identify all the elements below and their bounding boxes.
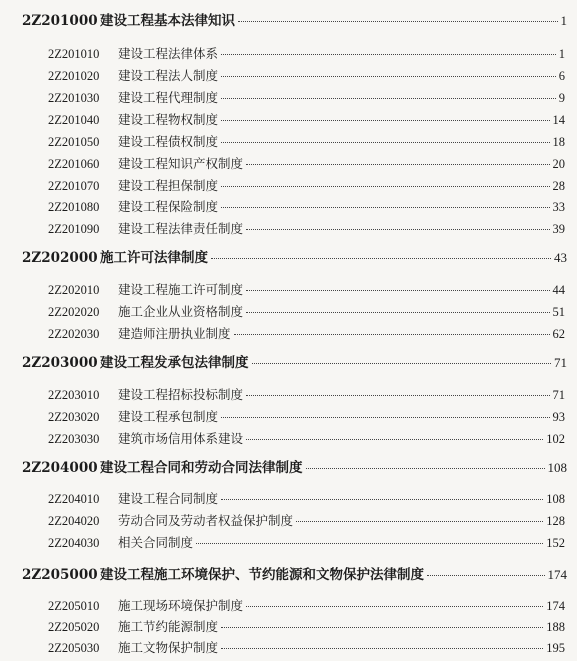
section-code: 2Z204030 — [48, 536, 100, 550]
toc-section-entry[interactable] — [48, 533, 565, 551]
section-title: 建设工程法律体系 — [118, 46, 219, 61]
dot-leader — [221, 142, 549, 143]
section-code: 2Z201040 — [48, 113, 100, 127]
toc-section-entry[interactable] — [48, 596, 565, 614]
dot-leader — [211, 258, 551, 259]
toc-section-entry[interactable] — [48, 407, 565, 425]
section-code: 2Z205010 — [48, 599, 100, 613]
section-code: 2Z203010 — [48, 388, 100, 402]
page-number: 71 — [552, 388, 565, 402]
section-title: 建设工程物权制度 — [118, 112, 219, 127]
dot-leader — [221, 98, 556, 99]
section-title: 建设工程招标投标制度 — [118, 387, 244, 402]
section-title: 劳动合同及劳动者权益保护制度 — [118, 513, 294, 528]
toc-section-entry[interactable] — [48, 617, 565, 635]
chapter-title: 建设工程施工环境保护、节约能源和文物保护法律制度 — [100, 567, 424, 583]
dot-leader — [238, 21, 558, 22]
section-title: 建设工程承包制度 — [118, 409, 219, 424]
page-number: 44 — [552, 283, 565, 297]
page-number: 108 — [546, 492, 565, 506]
toc-chapter-entry[interactable] — [22, 246, 567, 266]
dot-leader — [246, 395, 549, 396]
dot-leader — [221, 186, 549, 187]
dot-leader — [246, 164, 549, 165]
section-title: 建设工程知识产权制度 — [118, 156, 244, 171]
section-title: 建设工程施工许可制度 — [118, 282, 244, 297]
toc-section-entry[interactable] — [48, 132, 565, 150]
section-title: 建设工程担保制度 — [118, 178, 219, 193]
section-code: 2Z205020 — [48, 620, 100, 634]
toc-section-entry[interactable] — [48, 176, 565, 194]
toc-chapter-entry[interactable] — [22, 351, 567, 371]
chapter-title: 施工许可法律制度 — [100, 250, 208, 266]
section-title: 建造师注册执业制度 — [118, 326, 231, 341]
dot-leader — [221, 627, 543, 628]
dot-leader — [221, 207, 549, 208]
toc-section-entry[interactable] — [48, 429, 565, 447]
section-code: 2Z202020 — [48, 305, 100, 319]
section-title: 建设工程法人制度 — [118, 68, 219, 83]
page-number: 43 — [554, 250, 567, 265]
section-title: 建设工程法律责任制度 — [118, 221, 244, 236]
page-number: 102 — [546, 432, 565, 446]
page-number: 188 — [546, 620, 565, 634]
page-number: 6 — [558, 69, 565, 83]
chapter-code: 2Z205000 — [22, 567, 98, 583]
page-number: 152 — [546, 536, 565, 550]
dot-leader — [246, 229, 549, 230]
page-number: 93 — [552, 410, 565, 424]
dot-leader — [296, 521, 543, 522]
dot-leader — [221, 76, 556, 77]
section-code: 2Z202030 — [48, 327, 100, 341]
toc-section-entry[interactable] — [48, 219, 565, 237]
chapter-code: 2Z203000 — [22, 355, 98, 371]
toc-section-entry[interactable] — [48, 66, 565, 84]
section-code: 2Z205030 — [48, 641, 100, 655]
toc-section-entry[interactable] — [48, 88, 565, 106]
chapter-code: 2Z204000 — [22, 460, 98, 476]
dot-leader — [306, 468, 545, 469]
section-code: 2Z204010 — [48, 492, 100, 506]
toc-section-entry[interactable] — [48, 638, 565, 656]
section-title: 施工现场环境保护制度 — [118, 598, 244, 613]
dot-leader — [246, 606, 543, 607]
dot-leader — [252, 363, 552, 364]
toc-section-entry[interactable] — [48, 44, 565, 62]
toc-chapter-entry[interactable] — [22, 456, 567, 476]
page-number: 195 — [546, 641, 565, 655]
toc-section-entry[interactable] — [48, 197, 565, 215]
page-number: 33 — [552, 200, 565, 214]
dot-leader — [246, 439, 543, 440]
section-code: 2Z204020 — [48, 514, 100, 528]
page-number: 20 — [552, 157, 565, 171]
dot-leader — [246, 290, 549, 291]
dot-leader — [221, 120, 549, 121]
section-code: 2Z201060 — [48, 157, 100, 171]
dot-leader — [427, 575, 545, 576]
toc-chapter-entry[interactable] — [22, 9, 567, 29]
dot-leader — [246, 312, 549, 313]
section-code: 2Z203020 — [48, 410, 100, 424]
section-code: 2Z202010 — [48, 283, 100, 297]
chapter-code: 2Z201000 — [22, 13, 98, 29]
section-title: 施工文物保护制度 — [118, 640, 219, 655]
chapter-title: 建设工程合同和劳动合同法律制度 — [100, 460, 303, 476]
section-title: 施工企业从业资格制度 — [118, 304, 244, 319]
page-number: 1 — [560, 13, 567, 28]
page-number: 108 — [547, 460, 567, 475]
toc-section-entry[interactable] — [48, 280, 565, 298]
toc-section-entry[interactable] — [48, 511, 565, 529]
dot-leader — [221, 417, 549, 418]
section-code: 2Z201030 — [48, 91, 100, 105]
page-number: 174 — [547, 567, 567, 582]
page-number: 174 — [546, 599, 565, 613]
section-title: 建设工程合同制度 — [118, 491, 219, 506]
toc-section-entry[interactable] — [48, 489, 565, 507]
section-title: 建设工程债权制度 — [118, 134, 219, 149]
page-number: 18 — [552, 135, 565, 149]
dot-leader — [196, 543, 543, 544]
dot-leader — [234, 334, 550, 335]
chapter-code: 2Z202000 — [22, 250, 98, 266]
section-code: 2Z201090 — [48, 222, 100, 236]
toc-section-entry[interactable] — [48, 110, 565, 128]
toc-chapter-entry[interactable] — [22, 563, 567, 583]
toc-section-entry[interactable] — [48, 385, 565, 403]
dot-leader — [221, 648, 543, 649]
dot-leader — [221, 499, 543, 500]
section-title: 相关合同制度 — [118, 535, 194, 550]
toc-section-entry[interactable] — [48, 324, 565, 342]
section-code: 2Z201050 — [48, 135, 100, 149]
page-number: 1 — [558, 47, 565, 61]
section-title: 施工节约能源制度 — [118, 619, 219, 634]
section-code: 2Z201080 — [48, 200, 100, 214]
page-number: 62 — [552, 327, 565, 341]
page-number: 71 — [554, 355, 567, 370]
page-number: 14 — [552, 113, 565, 127]
page-number: 28 — [552, 179, 565, 193]
section-code: 2Z203030 — [48, 432, 100, 446]
chapter-title: 建设工程发承包法律制度 — [100, 355, 249, 371]
section-title: 建筑市场信用体系建设 — [118, 431, 244, 446]
chapter-title: 建设工程基本法律知识 — [100, 13, 235, 29]
section-code: 2Z201010 — [48, 47, 100, 61]
section-title: 建设工程代理制度 — [118, 90, 219, 105]
dot-leader — [221, 54, 556, 55]
section-code: 2Z201020 — [48, 69, 100, 83]
section-code: 2Z201070 — [48, 179, 100, 193]
section-title: 建设工程保险制度 — [118, 199, 219, 214]
page-number: 51 — [552, 305, 565, 319]
page-number: 39 — [552, 222, 565, 236]
toc-section-entry[interactable] — [48, 302, 565, 320]
page-number: 9 — [558, 91, 565, 105]
toc-section-entry[interactable] — [48, 154, 565, 172]
page-number: 128 — [546, 514, 565, 528]
